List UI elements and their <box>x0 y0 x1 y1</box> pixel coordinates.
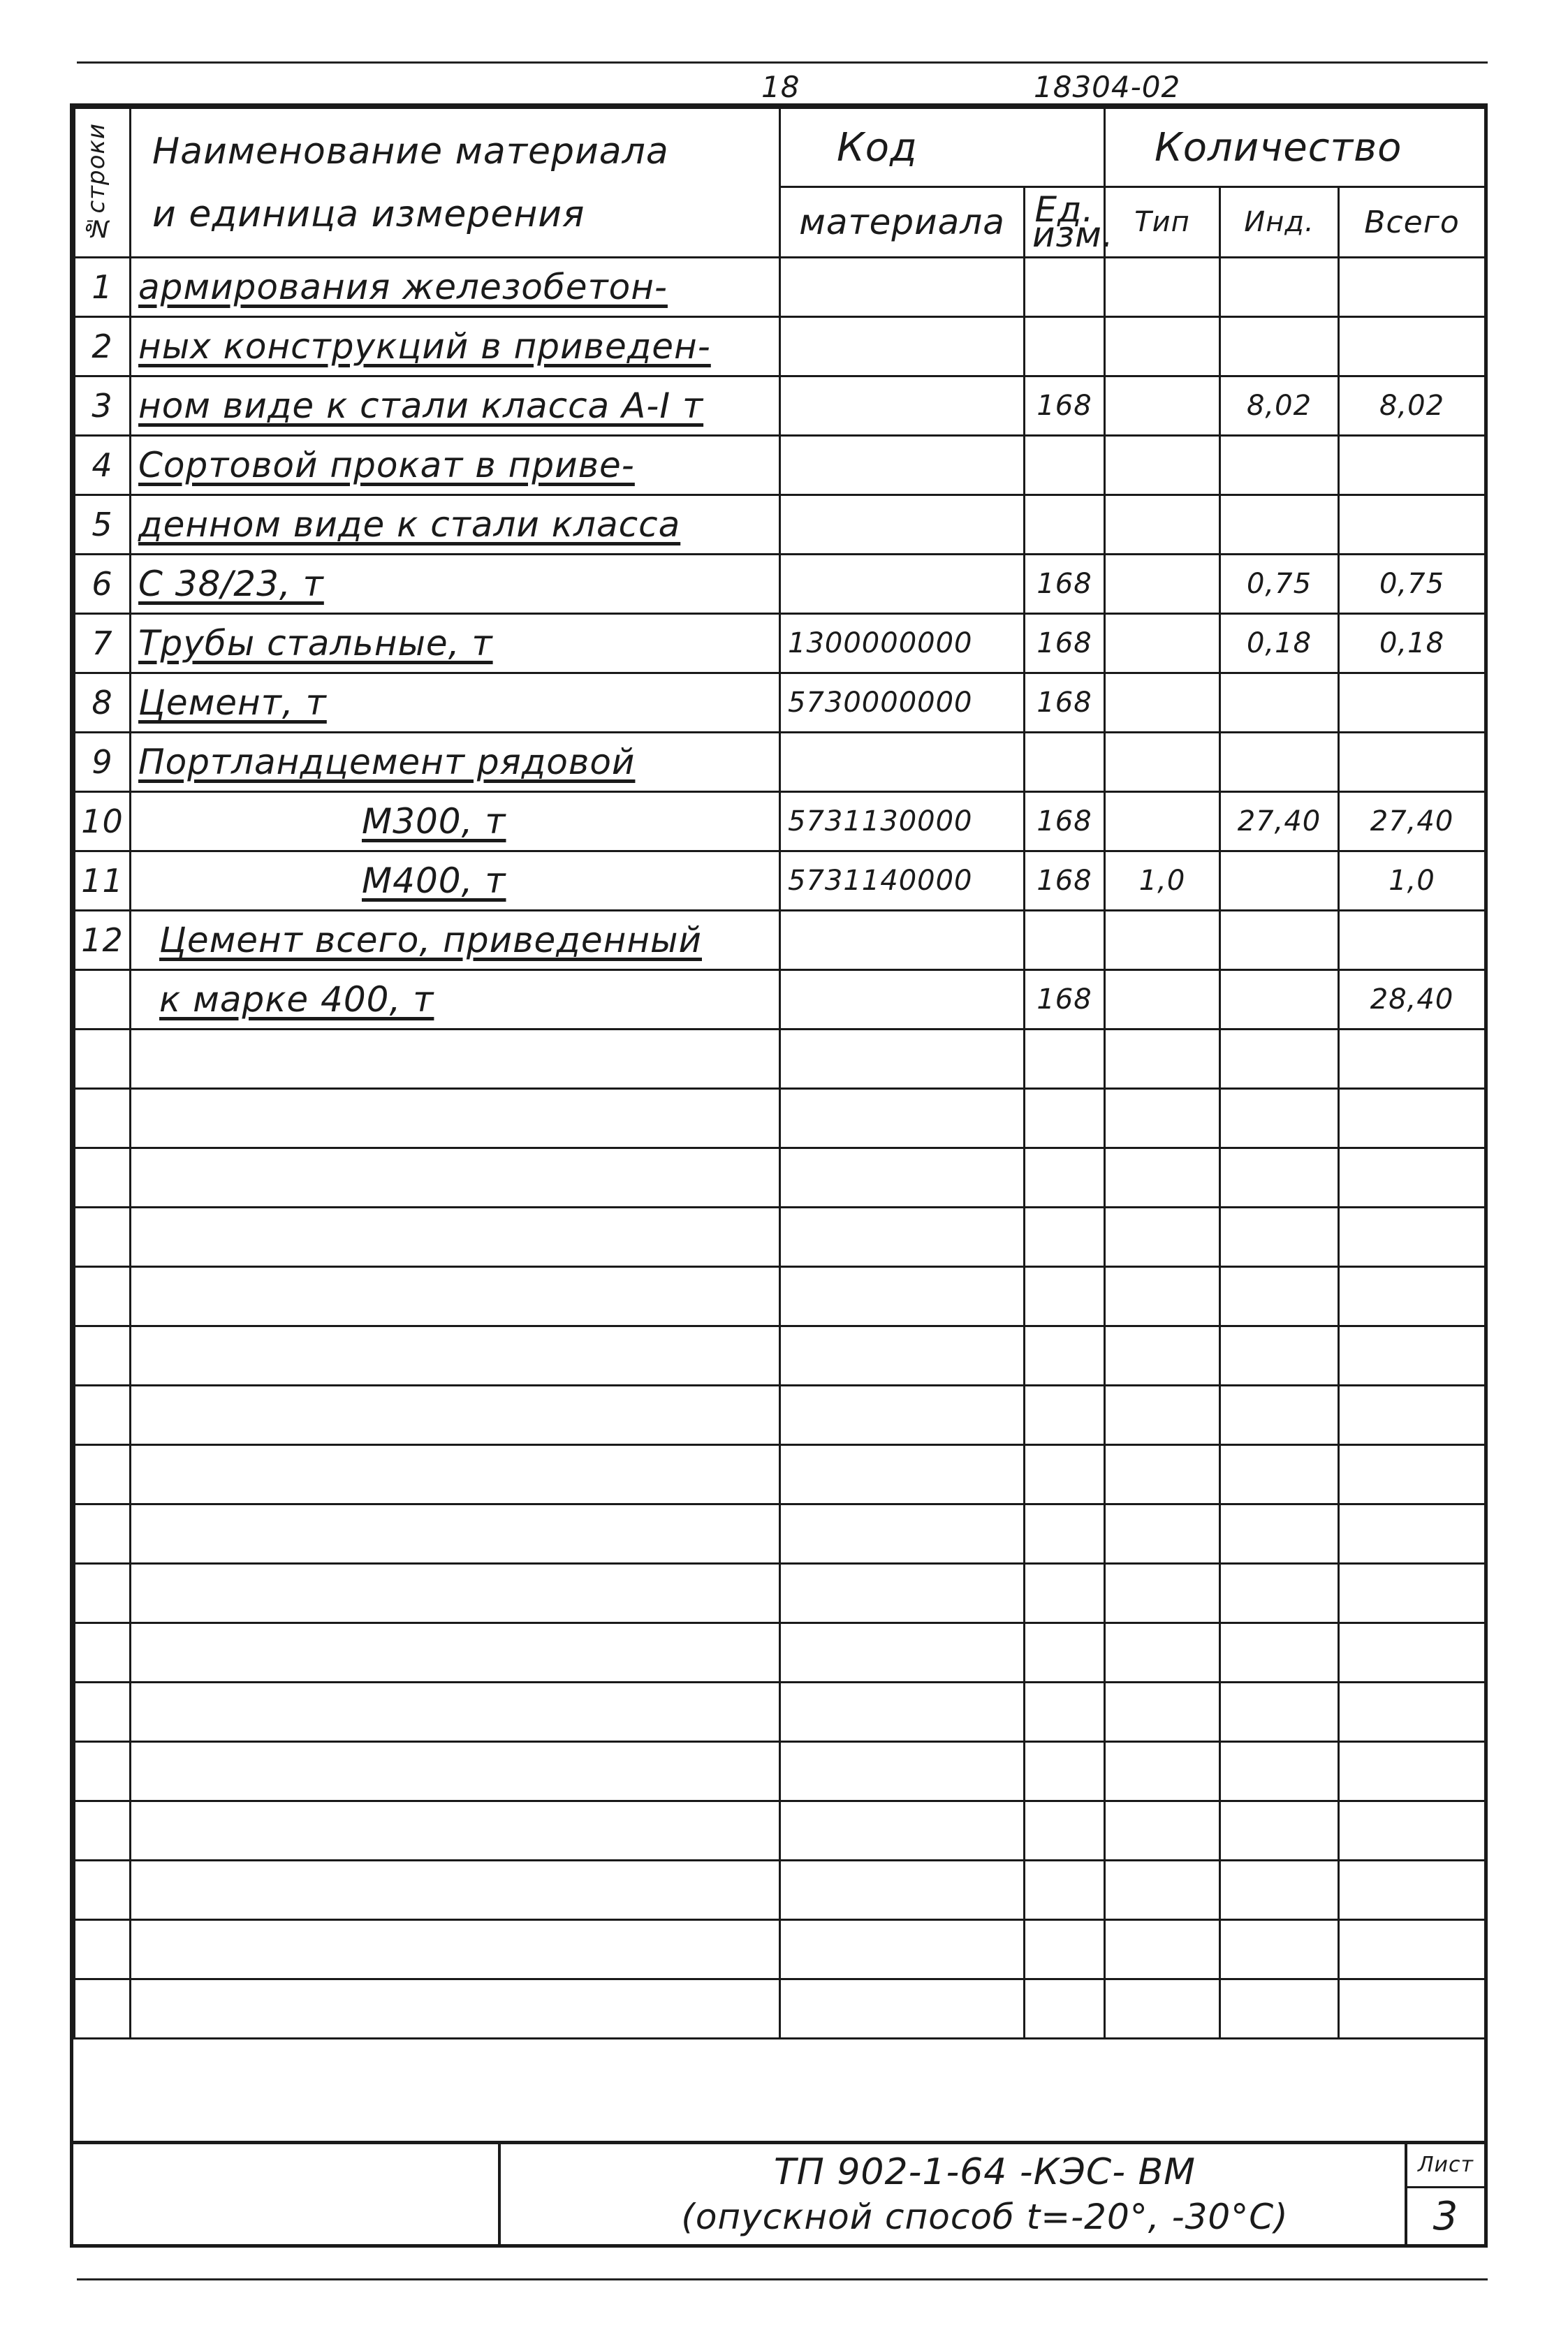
blank-cell <box>780 1445 1025 1504</box>
ind-qty <box>1220 851 1339 911</box>
name-header: Наименование материала и единица измерения <box>131 108 780 258</box>
blank-row <box>75 1148 1486 1208</box>
ind-qty: 8,02 <box>1220 376 1339 436</box>
specification-sheet <box>70 103 1488 2248</box>
blank-cell <box>131 1089 780 1148</box>
blank-cell <box>1025 1504 1105 1564</box>
drawing-note: (опускной способ t=-20°, -30°C) <box>681 2197 1289 2237</box>
row-number: 1 <box>75 258 131 317</box>
blank-cell <box>1220 1030 1339 1089</box>
blank-cell <box>75 1386 131 1445</box>
blank-cell <box>780 1386 1025 1445</box>
sheet-number: 3 <box>1433 2194 1459 2239</box>
blank-cell <box>1105 1030 1220 1089</box>
blank-cell <box>131 1148 780 1208</box>
blank-cell <box>780 1504 1025 1564</box>
blank-cell <box>75 1861 131 1920</box>
blank-row <box>75 1445 1486 1504</box>
blank-cell <box>75 1564 131 1623</box>
blank-cell <box>1220 1504 1339 1564</box>
type-qty <box>1105 970 1220 1030</box>
material-code-header: материала <box>780 187 1025 258</box>
blank-cell <box>75 1979 131 2039</box>
material-name: к марке 400, т <box>131 970 780 1030</box>
type-qty <box>1105 614 1220 673</box>
row-number: 11 <box>75 851 131 911</box>
blank-cell <box>1105 1445 1220 1504</box>
blank-cell <box>1025 1208 1105 1267</box>
blank-cell <box>1105 1326 1220 1386</box>
material-name: М300, т <box>131 792 780 851</box>
ind-qty <box>1220 258 1339 317</box>
blank-cell <box>780 1326 1025 1386</box>
unit-code: 168 <box>1025 792 1105 851</box>
blank-cell <box>1339 1920 1486 1979</box>
material-name: М400, т <box>131 851 780 911</box>
blank-cell <box>1220 1326 1339 1386</box>
unit-code <box>1025 436 1105 495</box>
blank-cell <box>1105 1089 1220 1148</box>
unit-code: 168 <box>1025 376 1105 436</box>
blank-cell <box>1220 1564 1339 1623</box>
material-code: 5731130000 <box>780 792 1025 851</box>
blank-row <box>75 1801 1486 1861</box>
table-row <box>75 317 1486 376</box>
blank-cell <box>75 1504 131 1564</box>
blank-cell <box>1025 1979 1105 2039</box>
blank-row <box>75 1386 1486 1445</box>
unit-code: 168 <box>1025 555 1105 614</box>
table-row <box>75 970 1486 1030</box>
blank-row <box>75 1861 1486 1920</box>
table-row <box>75 911 1486 970</box>
row-number: 10 <box>75 792 131 851</box>
blank-cell <box>1025 1030 1105 1089</box>
row-number: 6 <box>75 555 131 614</box>
ind-qty: 0,18 <box>1220 614 1339 673</box>
blank-cell <box>75 1326 131 1386</box>
blank-cell <box>1105 1564 1220 1623</box>
table-row <box>75 555 1486 614</box>
ind-header: Инд. <box>1220 187 1339 258</box>
bottom-rule <box>77 2278 1488 2280</box>
blank-cell <box>1339 1861 1486 1920</box>
total-qty: 8,02 <box>1339 376 1486 436</box>
material-name: Цемент всего, приведенный <box>131 911 780 970</box>
blank-cell <box>1339 1623 1486 1683</box>
material-code: 5730000000 <box>780 673 1025 733</box>
blank-cell <box>780 1920 1025 1979</box>
blank-cell <box>1025 1861 1105 1920</box>
material-name: Сортовой прокат в приве- <box>131 436 780 495</box>
ind-qty <box>1220 673 1339 733</box>
table-row <box>75 733 1486 792</box>
blank-cell <box>1220 1623 1339 1683</box>
material-code <box>780 376 1025 436</box>
blank-cell <box>75 1208 131 1267</box>
blank-cell <box>1025 1445 1105 1504</box>
table-row <box>75 614 1486 673</box>
row-number: 2 <box>75 317 131 376</box>
ind-qty <box>1220 970 1339 1030</box>
total-qty: 1,0 <box>1339 851 1486 911</box>
ind-qty <box>1220 733 1339 792</box>
blank-cell <box>75 1030 131 1089</box>
material-code <box>780 911 1025 970</box>
blank-row <box>75 1208 1486 1267</box>
blank-cell <box>1105 1623 1220 1683</box>
blank-cell <box>131 1208 780 1267</box>
total-qty <box>1339 495 1486 555</box>
type-qty <box>1105 317 1220 376</box>
total-qty: 0,75 <box>1339 555 1486 614</box>
row-number: 7 <box>75 614 131 673</box>
blank-cell <box>1025 1148 1105 1208</box>
header-row-1 <box>75 108 1486 187</box>
blank-cell <box>780 1267 1025 1326</box>
type-qty <box>1105 495 1220 555</box>
blank-cell <box>131 1742 780 1801</box>
blank-cell <box>1105 1920 1220 1979</box>
blank-cell <box>131 1979 780 2039</box>
unit-code <box>1025 317 1105 376</box>
total-qty: 27,40 <box>1339 792 1486 851</box>
blank-row <box>75 1742 1486 1801</box>
table-row <box>75 495 1486 555</box>
blank-cell <box>1105 1386 1220 1445</box>
blank-cell <box>131 1861 780 1920</box>
blank-cell <box>1220 1920 1339 1979</box>
blank-cell <box>1025 1267 1105 1326</box>
unit-code <box>1025 258 1105 317</box>
blank-cell <box>1025 1742 1105 1801</box>
blank-cell <box>1339 1801 1486 1861</box>
title-block <box>73 2141 1484 2248</box>
type-header: Тип <box>1105 187 1220 258</box>
blank-cell <box>1220 1089 1339 1148</box>
material-name: С 38/23, т <box>131 555 780 614</box>
table-row <box>75 376 1486 436</box>
row-number: 4 <box>75 436 131 495</box>
blank-cell <box>75 1683 131 1742</box>
material-code <box>780 258 1025 317</box>
blank-row <box>75 1030 1486 1089</box>
blank-cell <box>780 1801 1025 1861</box>
blank-cell <box>75 1148 131 1208</box>
ind-qty: 0,75 <box>1220 555 1339 614</box>
blank-cell <box>131 1564 780 1623</box>
unit-code <box>1025 495 1105 555</box>
blank-row <box>75 1979 1486 2039</box>
unit-code: 168 <box>1025 614 1105 673</box>
blank-cell <box>75 1801 131 1861</box>
blank-row <box>75 1267 1486 1326</box>
row-number: 9 <box>75 733 131 792</box>
type-qty <box>1105 733 1220 792</box>
row-number-header: №строки <box>75 108 131 258</box>
blank-cell <box>1220 1208 1339 1267</box>
blank-cell <box>780 1683 1025 1742</box>
blank-row <box>75 1504 1486 1564</box>
blank-cell <box>1339 1326 1486 1386</box>
page-number: 18 <box>761 70 800 104</box>
blank-cell <box>1220 1445 1339 1504</box>
blank-cell <box>1339 1564 1486 1623</box>
blank-cell <box>1025 1683 1105 1742</box>
blank-cell <box>1105 1504 1220 1564</box>
blank-row <box>75 1920 1486 1979</box>
unit-code: 168 <box>1025 970 1105 1030</box>
ind-qty <box>1220 495 1339 555</box>
blank-row <box>75 1623 1486 1683</box>
blank-cell <box>780 1089 1025 1148</box>
blank-cell <box>1220 1148 1339 1208</box>
blank-cell <box>780 1979 1025 2039</box>
total-qty <box>1339 673 1486 733</box>
blank-cell <box>1339 1683 1486 1742</box>
blank-cell <box>1025 1920 1105 1979</box>
type-qty <box>1105 436 1220 495</box>
type-qty <box>1105 555 1220 614</box>
blank-cell <box>1025 1089 1105 1148</box>
blank-cell <box>780 1861 1025 1920</box>
ind-qty <box>1220 911 1339 970</box>
material-name: Трубы стальные, т <box>131 614 780 673</box>
blank-cell <box>1105 1742 1220 1801</box>
material-name: Портландцемент рядовой <box>131 733 780 792</box>
material-name: денном виде к стали класса <box>131 495 780 555</box>
type-qty <box>1105 673 1220 733</box>
blank-cell <box>75 1089 131 1148</box>
unit-code <box>1025 911 1105 970</box>
blank-row <box>75 1326 1486 1386</box>
ind-qty <box>1220 317 1339 376</box>
blank-cell <box>780 1208 1025 1267</box>
blank-cell <box>1105 1208 1220 1267</box>
blank-cell <box>780 1742 1025 1801</box>
type-qty <box>1105 792 1220 851</box>
total-qty <box>1339 317 1486 376</box>
material-code: 1300000000 <box>780 614 1025 673</box>
blank-cell <box>131 1030 780 1089</box>
blank-cell <box>1220 1267 1339 1326</box>
code-header: Код <box>780 108 1105 187</box>
table-row <box>75 851 1486 911</box>
blank-cell <box>75 1920 131 1979</box>
type-qty <box>1105 911 1220 970</box>
ind-qty: 27,40 <box>1220 792 1339 851</box>
row-number: 8 <box>75 673 131 733</box>
total-qty: 0,18 <box>1339 614 1486 673</box>
blank-cell <box>131 1445 780 1504</box>
quantity-header: Количество <box>1105 108 1486 187</box>
table-row <box>75 792 1486 851</box>
blank-cell <box>1025 1386 1105 1445</box>
blank-cell <box>780 1148 1025 1208</box>
material-code <box>780 555 1025 614</box>
blank-cell <box>1339 1979 1486 2039</box>
blank-cell <box>1105 1979 1220 2039</box>
row-number <box>75 970 131 1030</box>
type-qty <box>1105 376 1220 436</box>
blank-cell <box>780 1623 1025 1683</box>
type-qty: 1,0 <box>1105 851 1220 911</box>
blank-cell <box>131 1267 780 1326</box>
title-block-blank <box>73 2144 501 2248</box>
blank-row <box>75 1564 1486 1623</box>
table-row <box>75 673 1486 733</box>
row-number: 12 <box>75 911 131 970</box>
blank-cell <box>1339 1742 1486 1801</box>
blank-cell <box>131 1623 780 1683</box>
material-code <box>780 317 1025 376</box>
unit-code <box>1025 733 1105 792</box>
blank-cell <box>1220 1861 1339 1920</box>
material-code <box>780 495 1025 555</box>
unit-code: 168 <box>1025 673 1105 733</box>
total-qty <box>1339 258 1486 317</box>
blank-cell <box>780 1030 1025 1089</box>
blank-cell <box>1339 1208 1486 1267</box>
material-code <box>780 436 1025 495</box>
unit-header: Ед. изм. <box>1025 187 1105 258</box>
sheet-label: Лист <box>1407 2144 1484 2188</box>
material-code <box>780 970 1025 1030</box>
blank-cell <box>131 1920 780 1979</box>
blank-cell <box>1105 1861 1220 1920</box>
blank-cell <box>780 1564 1025 1623</box>
top-rule <box>77 61 1488 64</box>
material-name: армирования железобетон- <box>131 258 780 317</box>
blank-cell <box>1339 1267 1486 1326</box>
blank-cell <box>1220 1979 1339 2039</box>
blank-cell <box>1220 1801 1339 1861</box>
blank-row <box>75 1683 1486 1742</box>
row-number: 5 <box>75 495 131 555</box>
material-name: ных конструкций в приведен- <box>131 317 780 376</box>
row-number: 3 <box>75 376 131 436</box>
blank-cell <box>75 1742 131 1801</box>
blank-row <box>75 1089 1486 1148</box>
blank-cell <box>1105 1801 1220 1861</box>
blank-cell <box>1025 1801 1105 1861</box>
material-code <box>780 733 1025 792</box>
blank-cell <box>1105 1267 1220 1326</box>
blank-cell <box>1105 1148 1220 1208</box>
blank-cell <box>75 1267 131 1326</box>
blank-cell <box>131 1801 780 1861</box>
blank-cell <box>1339 1445 1486 1504</box>
ind-qty <box>1220 436 1339 495</box>
blank-cell <box>1220 1386 1339 1445</box>
total-qty <box>1339 911 1486 970</box>
blank-cell <box>1105 1683 1220 1742</box>
blank-cell <box>131 1504 780 1564</box>
material-name: Цемент, т <box>131 673 780 733</box>
table-row <box>75 436 1486 495</box>
blank-cell <box>1220 1742 1339 1801</box>
blank-cell <box>131 1683 780 1742</box>
blank-cell <box>75 1445 131 1504</box>
type-qty <box>1105 258 1220 317</box>
sheet-number-box <box>1405 2144 1484 2248</box>
material-name: ном виде к стали класса А-I т <box>131 376 780 436</box>
total-qty <box>1339 436 1486 495</box>
blank-cell <box>75 1623 131 1683</box>
table-row <box>75 258 1486 317</box>
blank-cell <box>1339 1089 1486 1148</box>
total-header: Всего <box>1339 187 1486 258</box>
blank-cell <box>1025 1326 1105 1386</box>
blank-cell <box>1339 1504 1486 1564</box>
unit-code: 168 <box>1025 851 1105 911</box>
blank-cell <box>1339 1030 1486 1089</box>
blank-cell <box>1220 1683 1339 1742</box>
blank-cell <box>131 1386 780 1445</box>
materials-table <box>73 107 1486 2039</box>
blank-cell <box>1025 1564 1105 1623</box>
drawing-code: ТП 902-1-64 -КЭС- ВМ <box>773 2151 1196 2193</box>
total-qty: 28,40 <box>1339 970 1486 1030</box>
blank-cell <box>131 1326 780 1386</box>
total-qty <box>1339 733 1486 792</box>
material-code: 5731140000 <box>780 851 1025 911</box>
blank-cell <box>1339 1386 1486 1445</box>
blank-cell <box>1025 1623 1105 1683</box>
doc-number: 18304-02 <box>1034 70 1181 104</box>
blank-cell <box>1339 1148 1486 1208</box>
